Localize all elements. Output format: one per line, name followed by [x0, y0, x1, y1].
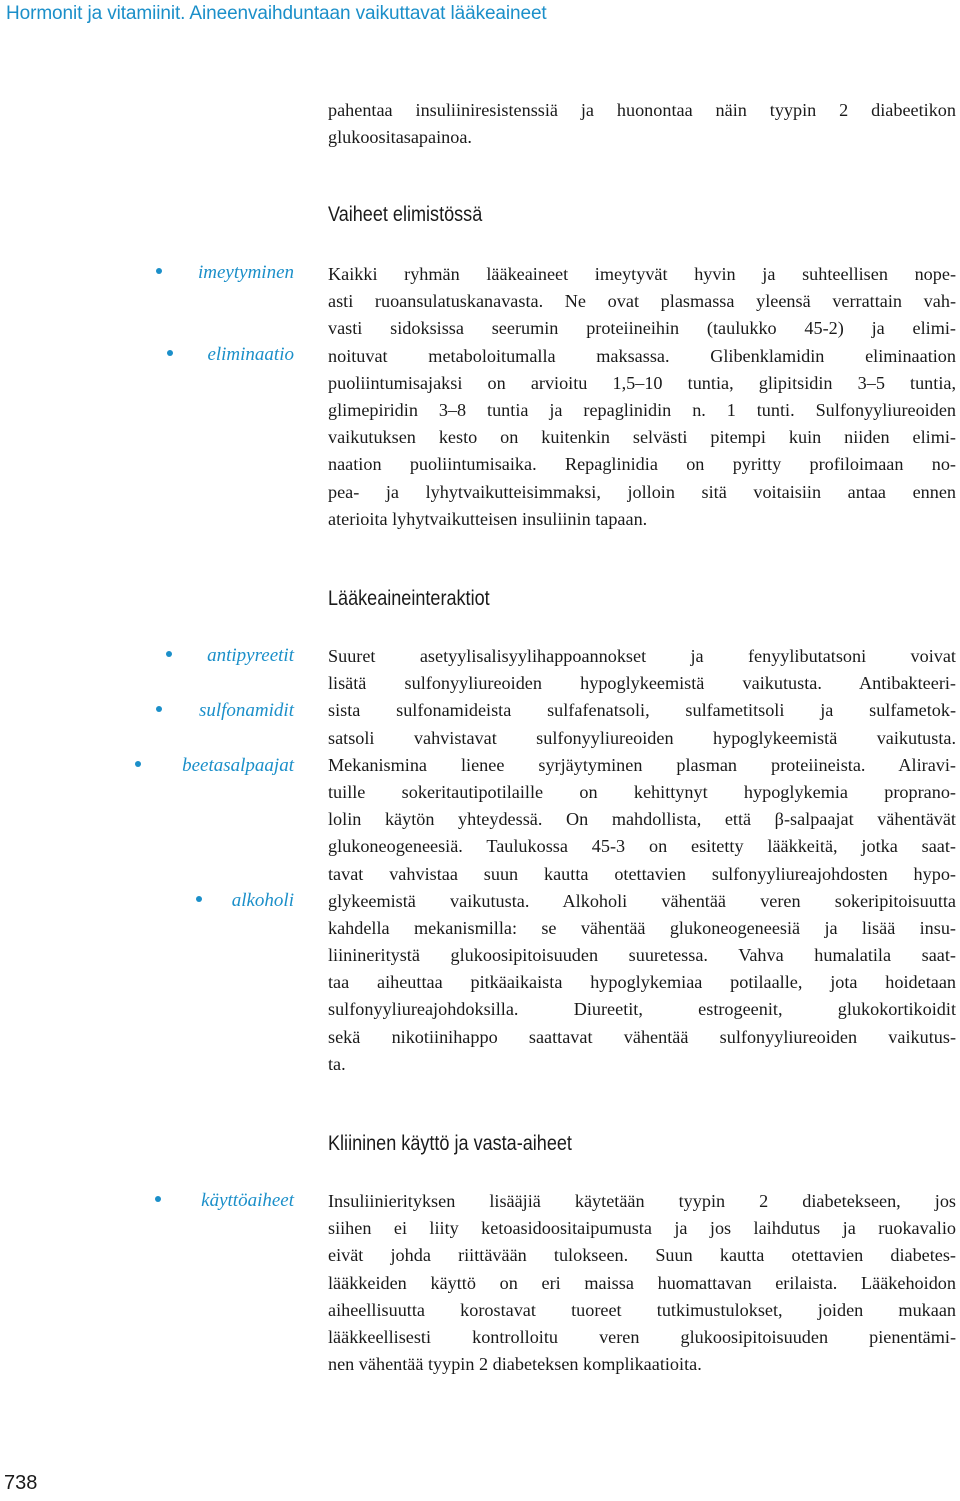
margin-note-sulfonamidit: sulfonamidit: [198, 700, 294, 721]
text-line: sekä nikotiinihappo saattavat vähentää sulfonyyliureoiden vaikutus-: [328, 1026, 956, 1047]
text-line: vasti sidoksissa seerumin proteiineihin (taulukko 45-2) ja elimi-: [328, 318, 956, 339]
margin-note-kayttoaiheet: käyttöaiheet: [201, 1190, 294, 1211]
section3-paragraph: [328, 1188, 956, 1378]
margin-note-imeytyminen: imeytyminen: [197, 262, 294, 283]
text-line: taa aiheuttaa pitkäaikaista hypoglykemiaa potilaalle, jota hoidetaan: [328, 972, 956, 993]
text-line: pahentaa insuliiniresistenssiä ja huonontaa näin tyypin 2 diabeetikon: [328, 100, 956, 120]
intro-paragraph: [328, 97, 956, 151]
text-line: aterioita lyhytvaikutteisen insuliinin tapaan.: [328, 508, 648, 529]
section-heading-interaktiot: Lääkeaineinteraktiot: [328, 587, 490, 610]
text-line: kahdella mekanismilla: se vähentää glukoneogeneesiä ja lisää insu-: [328, 917, 956, 938]
text-line: glukoositasapainoa.: [328, 127, 472, 148]
bullet-icon: [196, 896, 202, 902]
page-number: 738: [4, 1472, 38, 1494]
bullet-icon: [156, 706, 162, 712]
text-line: Mekanismina lienee syrjäytyminen plasman proteiineista. Aliravi-: [328, 754, 956, 775]
text-line: satsoli vahvistavat sulfonyyliureoiden hypoglykeemistä vaikutusta.: [328, 727, 956, 748]
text-line: Suuret asetyylisalisyylihappoannokset ja fenyylibutatsoni voivat: [328, 646, 956, 666]
margin-note-alkoholi: alkoholi: [231, 890, 294, 911]
text-line: glukoneogeneesiä. Taulukossa 45-3 on esitetty lääkkeitä, jotka saat-: [328, 836, 956, 857]
text-line: glykeemistä vaikutusta. Alkoholi vähentää veren sokeripitoisuutta: [328, 890, 956, 911]
running-head: Hormonit ja vitamiinit. Aineenvaihduntaan vaikuttavat lääkeaineet: [6, 3, 547, 24]
text-line: lääkkeiden käyttö on eri maissa huomattavan erilaista. Lääkehoidon: [328, 1272, 956, 1293]
text-line: glimepiridin 3–8 tuntia ja repaglinidin n. 1 tunti. Sulfonyyliureoiden: [328, 399, 956, 420]
bullet-icon: [135, 761, 141, 767]
text-line: sista sulfonamideista sulfafenatsoli, sulfametitsoli ja sulfametok-: [328, 700, 956, 721]
text-line: lolin käytön yhteydessä. On mahdollista, että β-salpaajat vähentävät: [328, 809, 956, 830]
text-line: asti ruoansulatuskanavasta. Ne ovat plasmassa yleensä verrattain vah-: [328, 291, 956, 312]
bullet-icon: [156, 268, 162, 274]
text-line: naation puoliintumisaika. Repaglinidia on pyritty profiloimaan no-: [328, 454, 956, 475]
text-line: Insuliinierityksen lisääjiä käytetään tyypin 2 diabetekseen, jos: [328, 1191, 956, 1211]
text-line: lisätä sulfonyyliureoiden hypoglykeemistä vaikutusta. Antibakteeri-: [328, 673, 956, 694]
section-heading-vaiheet: Vaiheet elimistössä: [328, 203, 483, 226]
text-line: eivät johda riittävään tulokseen. Suun kautta otettavien diabetes-: [328, 1245, 956, 1266]
text-line: pea- ja lyhytvaikutteisimmaksi, jolloin sitä voitaisiin antaa ennen: [328, 481, 956, 502]
section-heading-kliininen: Kliininen käyttö ja vasta-aiheet: [328, 1132, 572, 1155]
margin-note-antipyreetit: antipyreetit: [207, 645, 294, 666]
text-line: vaikutuksen kesto on kuitenkin selvästi pitempi kuin niiden elimi-: [328, 427, 956, 448]
text-line: ta.: [328, 1053, 346, 1074]
bullet-icon: [166, 651, 172, 657]
text-line: tavat vahvistaa suun kautta otettavien sulfonyyliureajohdosten hypo-: [328, 863, 956, 884]
section2-paragraph: [328, 643, 956, 1078]
text-line: noituvat metaboloitumalla maksassa. Glibenklamidin eliminaation: [328, 345, 956, 366]
text-line: lääkkeellisesti kontrolloitu veren glukoosipitoisuuden pienentämi-: [328, 1326, 956, 1347]
margin-note-beetasalpaajat: beetasalpaajat: [182, 755, 294, 776]
bullet-icon: [167, 350, 173, 356]
text-line: Kaikki ryhmän lääkeaineet imeytyvät hyvin ja suhteellisen nope-: [328, 264, 956, 284]
text-line: aiheellisuutta korostavat tuoreet tutkimustulokset, joiden mukaan: [328, 1299, 956, 1320]
bullet-icon: [155, 1196, 161, 1202]
text-line: tuille sokeritautipotilaille on kehittynyt hypoglykemia proprano-: [328, 781, 956, 802]
text-line: siihen ei liity ketoasidoositaipumusta ja jos laihdutus ja ruokavalio: [328, 1218, 956, 1239]
text-line: puoliintumisajaksi on arvioitu 1,5–10 tuntia, glipitsidin 3–5 tuntia,: [328, 372, 956, 393]
text-line: sulfonyyliureajohdoksilla. Diureetit, estrogeenit, glukokortikoidit: [328, 999, 956, 1020]
margin-note-eliminaatio: eliminaatio: [207, 344, 294, 365]
section1-paragraph: [328, 261, 956, 533]
text-line: liinineritystä glukoosipitoisuuden suuretessa. Vahva humalatila saat-: [328, 945, 956, 966]
text-line: nen vähentää tyypin 2 diabeteksen komplikaatioita.: [328, 1354, 702, 1375]
